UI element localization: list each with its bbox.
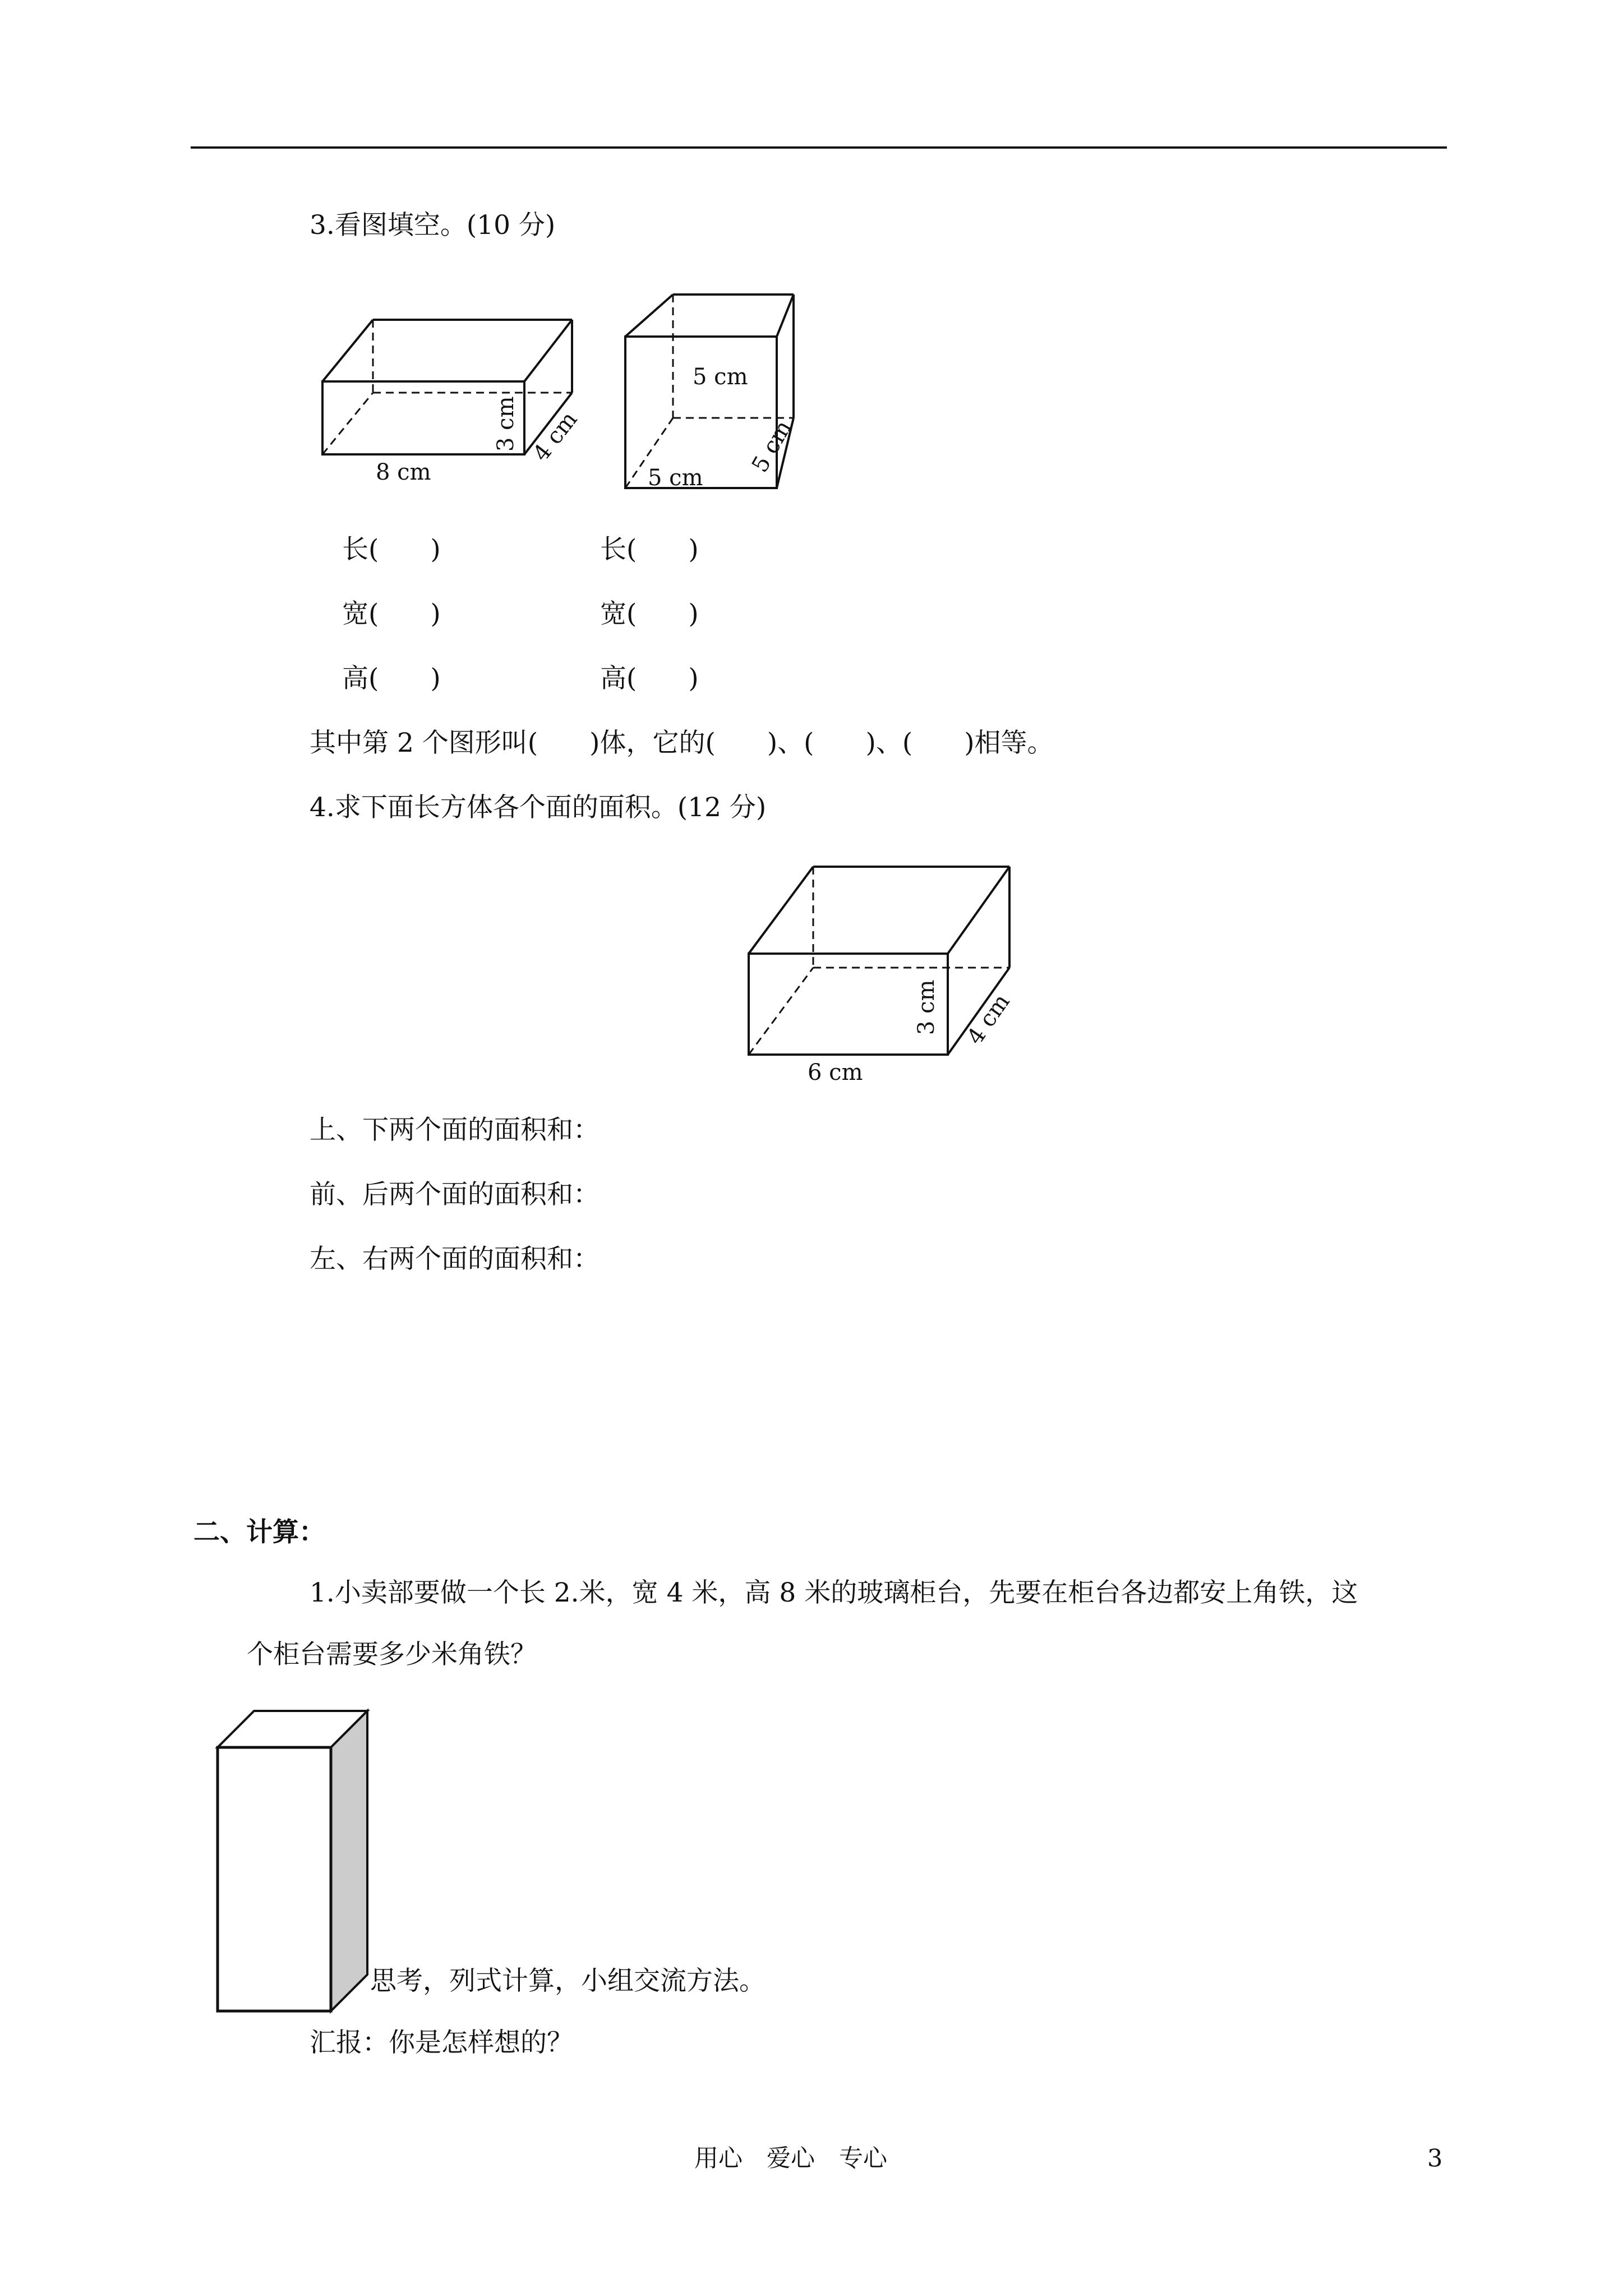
page-number: 3 <box>1427 2145 1443 2173</box>
cube-figure-2 <box>608 280 833 499</box>
q3-right-row-length: 长( ) <box>600 534 699 565</box>
fig2-width-label: 5 cm <box>746 416 797 477</box>
q3-right-row-height: 高( ) <box>600 663 699 694</box>
cuboid-figure-1 <box>314 280 594 494</box>
fig2-height-label: 5 cm <box>693 364 748 390</box>
report-line: 汇报：你是怎样想的？ <box>310 2027 573 2058</box>
fig3-length-label: 6 cm <box>808 1060 863 1085</box>
header-rule <box>191 146 1447 149</box>
fig1-width-label: 4 cm <box>528 407 583 467</box>
fig3-height-label: 3 cm <box>914 979 939 1035</box>
counter-front-face <box>218 1747 331 2011</box>
q4-line-top-bottom: 上、下两个面的面积和： <box>310 1115 600 1145</box>
q3-left-row-length: 长( ) <box>342 534 441 565</box>
section2-heading: 二、计算： <box>193 1517 325 1548</box>
glass-counter-figure <box>213 1705 376 2025</box>
q3-title: 3.看图填空。(10 分) <box>310 210 556 241</box>
think-line: 思考，列式计算，小组交流方法。 <box>370 1966 766 1996</box>
q3-sentence: 其中第 2 个图形叫( )体，它的( )、( )、( )相等。 <box>310 728 1054 758</box>
q3-left-row-width: 宽( ) <box>342 599 441 629</box>
q4-line-left-right: 左、右两个面的面积和： <box>310 1244 600 1274</box>
q3-right-row-width: 宽( ) <box>600 599 699 629</box>
q4-title: 4.求下面长方体各个面的面积。(12 分) <box>310 792 767 823</box>
fig3-width-label: 4 cm <box>962 989 1015 1050</box>
counter-side-face <box>331 1711 367 2011</box>
q3-left-row-height: 高( ) <box>342 663 441 694</box>
problem-line-1: 1.小卖部要做一个长 2.米，宽 4 米，高 8 米的玻璃柜台，先要在柜台各边都安上角铁，这 <box>310 1577 1358 1608</box>
fig2-length-label: 5 cm <box>648 465 703 491</box>
footer-motto: 用心 爱心 专心 <box>694 2145 887 2173</box>
q4-line-front-back: 前、后两个面的面积和： <box>310 1179 600 1210</box>
problem-line-2: 个柜台需要多少米角铁？ <box>247 1639 537 1670</box>
fig1-length-label: 8 cm <box>376 459 431 485</box>
fig1-height-label: 3 cm <box>493 396 519 452</box>
cuboid-figure-3 <box>740 855 1032 1085</box>
